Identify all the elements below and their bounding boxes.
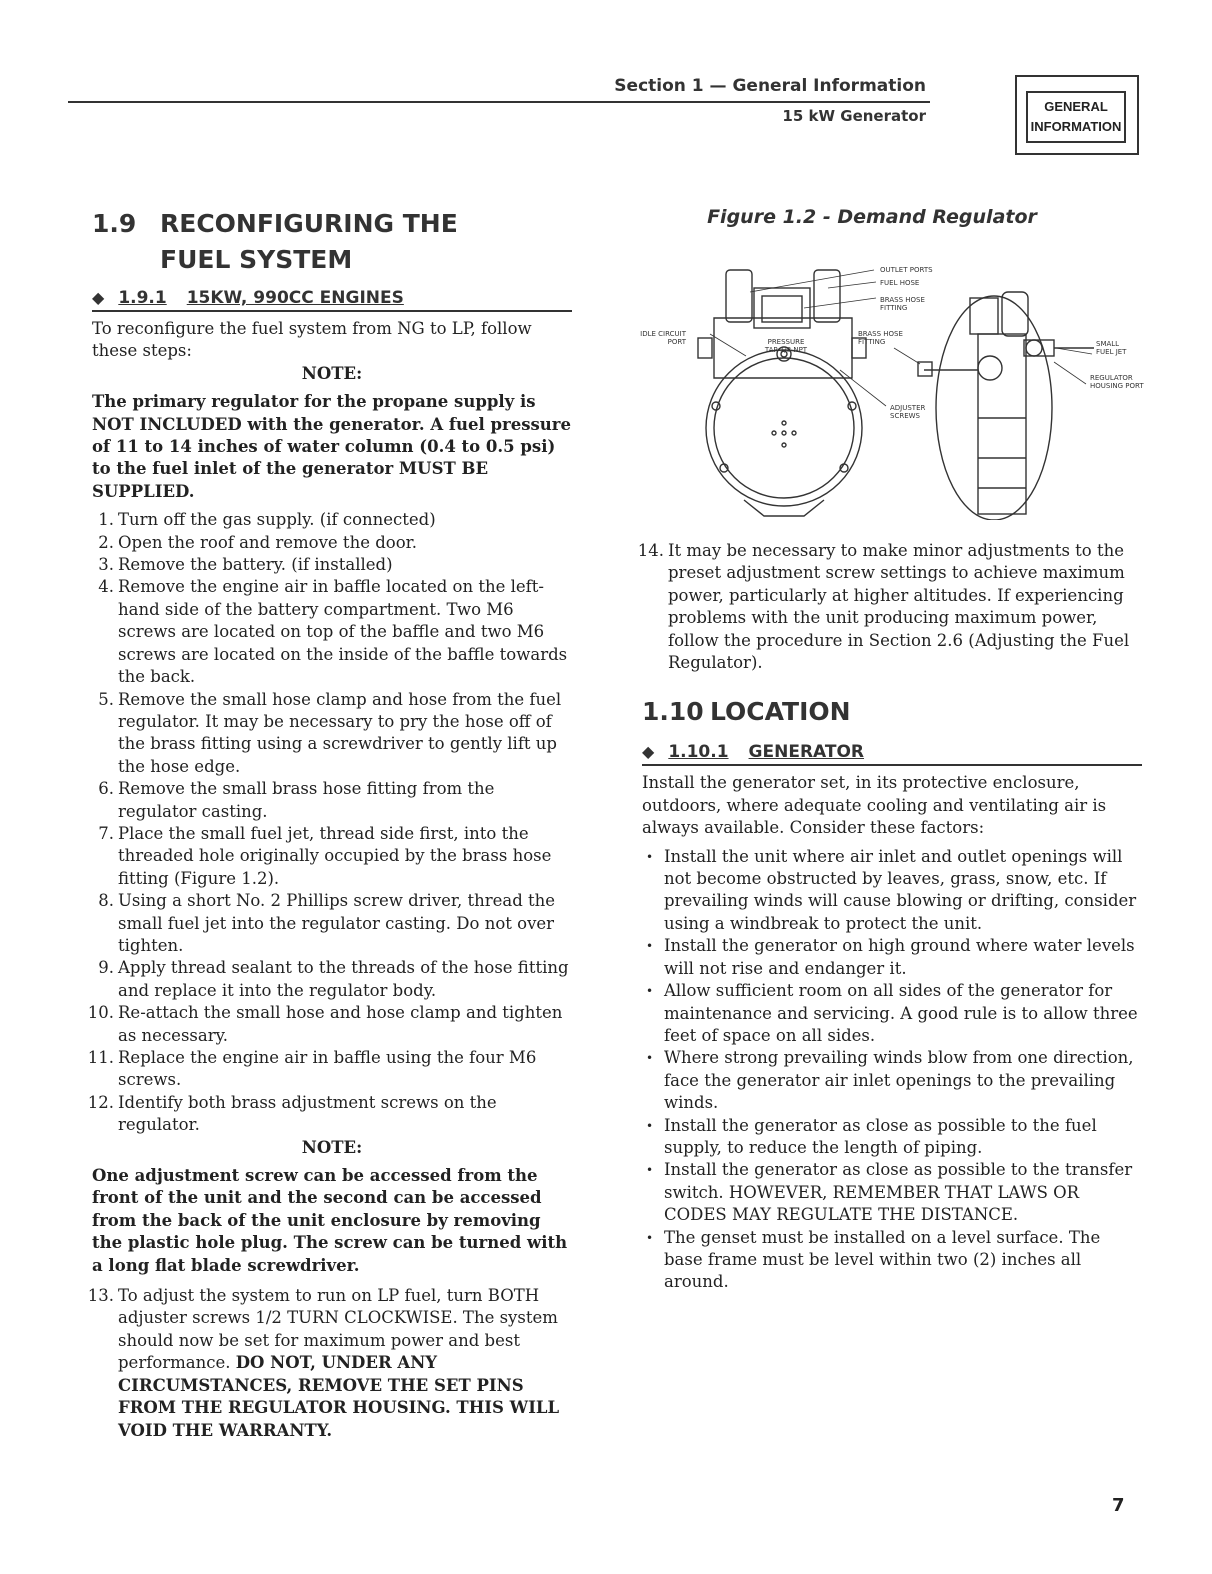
step-text: Open the roof and remove the door. bbox=[118, 532, 417, 552]
list-item: • Allow sufficient room on all sides of the generator for maintenance and servicing. A good rule is to allow three feet of space on all sides. bbox=[642, 980, 1142, 1047]
list-item: • Install the generator as close as possible to the transfer switch. HOWEVER, REMEMBER THAT LAWS OR CODES MAY REGULATE THE DISTANCE. bbox=[642, 1159, 1142, 1226]
subsection-number: 1.10.1 bbox=[668, 742, 729, 763]
list-item bbox=[87, 1002, 572, 1047]
label-adjuster-screws: ADJUSTER SCREWS bbox=[890, 404, 926, 420]
header-rule bbox=[68, 101, 930, 103]
steps-list-14 bbox=[637, 540, 1142, 674]
subsection-title: GENERATOR bbox=[748, 742, 865, 763]
list-item: • Install the generator as close as possible to the fuel supply, to reduce the length of piping. bbox=[642, 1115, 1142, 1160]
step-text: Re-attach the small hose and hose clamp and tighten as necessary. bbox=[118, 1003, 563, 1045]
list-item bbox=[92, 509, 572, 531]
step-number: 7. bbox=[98, 823, 114, 843]
location-intro: Install the generator set, in its protective enclosure, outdoors, where adequate cooling and ventilating air is always available. Consider these factors: bbox=[642, 773, 1107, 838]
list-item bbox=[92, 576, 572, 688]
step-text: Replace the engine air in baffle using the four M6 screws. bbox=[118, 1048, 537, 1090]
label-outlet-ports: OUTLET PORTS bbox=[880, 266, 933, 274]
section-header: Section 1 — General Information bbox=[614, 76, 926, 96]
label-fuel-hose: FUEL HOSE bbox=[880, 279, 920, 287]
label-small-fuel-jet: SMALL FUEL JET bbox=[1096, 340, 1127, 356]
step-text: Identify both brass adjustment screws on the regulator. bbox=[118, 1092, 497, 1135]
label-brass-hose-fitting: BRASS HOSE FITTING bbox=[858, 330, 903, 346]
step-number: 6. bbox=[98, 779, 114, 799]
note-body: The primary regulator for the propane supply is NOT INCLUDED with the generator. A fuel pressure of 11 to 14 inches of water column (0.4 to 0.5 psi) to the fuel inlet of the generator MUST BE SUPPLIED. bbox=[92, 392, 571, 501]
step-text: Remove the small hose clamp and hose from the fuel regulator. It may be necessary to pry the hose off of the brass fitting using a screwdriver to gently lift up the hose edge. bbox=[118, 689, 562, 776]
step-number: 13. bbox=[87, 1286, 114, 1306]
step-text: Remove the engine air in baffle located on the left-hand side of the battery compartment. Two M6 screws are located on top of the baffle and two M6 screws are located on the inside of the baffle towards the back. bbox=[118, 577, 568, 687]
step-number: 5. bbox=[98, 689, 114, 709]
note-title-2: NOTE: bbox=[301, 1137, 363, 1157]
step-number: 12. bbox=[87, 1092, 114, 1112]
list-item: • Install the unit where air inlet and outlet openings will not become obstructed by leaves, grass, snow, etc. If prevailing winds will cause blowing or drifting, consider using a windbreak to protect the unit. bbox=[642, 846, 1142, 936]
heading-number: 1.10 bbox=[642, 697, 704, 727]
right-column-text bbox=[637, 540, 1142, 1294]
general-information-tab bbox=[1015, 75, 1139, 155]
step-number: 2. bbox=[98, 532, 114, 552]
heading-title: LOCATION bbox=[710, 697, 851, 727]
step-number: 1. bbox=[98, 510, 114, 530]
intro-paragraph: To reconfigure the fuel system from NG to LP, follow these steps: bbox=[92, 319, 532, 361]
list-item bbox=[92, 689, 572, 779]
step-text: Remove the small brass hose fitting from the regulator casting. bbox=[118, 779, 495, 821]
list-item bbox=[92, 532, 572, 554]
page-number: 7 bbox=[1112, 1495, 1125, 1516]
note-body-2: One adjustment screw can be accessed from the front of the unit and the second can be accessed from the back of the unit enclosure by removing the plastic hole plug. The screw can be turned with a long flat blade screwdriver. bbox=[92, 1166, 568, 1275]
heading-number: 1.9 bbox=[92, 209, 137, 238]
section-heading-1-10 bbox=[642, 694, 1142, 730]
warning-text: DO NOT, UNDER ANY CIRCUMSTANCES, REMOVE THE SET PINS FROM THE REGULATOR HOUSING. THIS WILL VOID THE WARRANTY. bbox=[118, 1353, 560, 1440]
list-item: • The genset must be installed on a level surface. The base frame must be level within two (2) inches all around. bbox=[642, 1227, 1142, 1294]
demand-regulator-figure bbox=[614, 258, 1154, 520]
section-heading-1-9 bbox=[92, 206, 572, 278]
list-item bbox=[92, 890, 572, 957]
subsection-heading-1-10-1 bbox=[642, 740, 1142, 766]
label-regulator-housing-port: REGULATOR HOUSING PORT bbox=[1090, 374, 1144, 390]
list-item bbox=[92, 957, 572, 1002]
tab-label-line1: GENERAL bbox=[1044, 99, 1108, 114]
note-title: NOTE: bbox=[301, 363, 363, 383]
step-text: It may be necessary to make minor adjustments to the preset adjustment screw settings to achieve maximum power, particularly at higher altitudes. If experiencing problems with the unit producing maximum power, follow the procedure in Section 2.6 (Adjusting the Fuel Regulator). bbox=[668, 541, 1130, 673]
step-number: 9. bbox=[98, 958, 114, 978]
subsection-title: 15KW, 990CC ENGINES bbox=[186, 288, 404, 308]
diamond-icon: ◆ bbox=[92, 288, 105, 307]
header-subtitle: 15 kW Generator bbox=[782, 107, 926, 125]
left-column bbox=[87, 206, 572, 1442]
diamond-icon: ◆ bbox=[642, 742, 655, 762]
heading-line2: FUEL SYSTEM bbox=[160, 245, 353, 274]
step-text: Apply thread sealant to the threads of the hose fitting and replace it into the regulator body. bbox=[118, 958, 569, 1000]
list-item bbox=[92, 823, 572, 890]
subsection-number: 1.9.1 bbox=[118, 288, 167, 308]
right-column bbox=[642, 206, 1142, 228]
label-idle-circuit-port: IDLE CIRCUIT PORT bbox=[640, 330, 686, 346]
step-number: 8. bbox=[98, 891, 114, 911]
location-factors-list bbox=[642, 846, 1142, 1294]
tab-label-line2: INFORMATION bbox=[1030, 119, 1122, 134]
list-item: • Install the generator on high ground where water levels will not rise and endanger it. bbox=[642, 935, 1142, 980]
step-number: 11. bbox=[87, 1048, 114, 1067]
step-text: To adjust the system to run on LP fuel, turn BOTH adjuster screws 1/2 TURN CLOCKWISE. The system should now be set for maximum power and best performance. bbox=[118, 1286, 558, 1373]
label-brass-hose-fitting-top: BRASS HOSE FITTING bbox=[880, 296, 925, 312]
step-text: Place the small fuel jet, thread side first, into the threaded hole originally occupied by the brass hose fitting (Figure 1.2). bbox=[118, 823, 552, 888]
list-item bbox=[87, 1285, 572, 1442]
step-number: 14. bbox=[637, 541, 664, 560]
list-item bbox=[92, 554, 572, 576]
label-pressure-tap: PRESSURE TAP 1/8 NPT bbox=[764, 338, 808, 354]
step-number: 4. bbox=[98, 577, 114, 597]
list-item bbox=[87, 1047, 572, 1092]
figure-title: Figure 1.2 - Demand Regulator bbox=[707, 206, 1037, 228]
step-number: 10. bbox=[87, 1003, 114, 1023]
list-item bbox=[637, 540, 1142, 674]
steps-list-continued bbox=[87, 1285, 572, 1442]
step-text: Remove the battery. (if installed) bbox=[118, 555, 393, 575]
heading-line1: RECONFIGURING THE bbox=[160, 209, 458, 238]
step-number: 3. bbox=[98, 555, 114, 575]
subsection-heading-1-9-1 bbox=[92, 286, 572, 312]
list-item bbox=[92, 778, 572, 823]
steps-list bbox=[87, 509, 572, 1136]
tab-label bbox=[1026, 91, 1126, 143]
list-item bbox=[87, 1092, 572, 1137]
step-text: Turn off the gas supply. (if connected) bbox=[118, 510, 436, 530]
step-text: Using a short No. 2 Phillips screw driver, thread the small fuel jet into the regulator casting. Do not over tighten. bbox=[118, 891, 556, 955]
list-item: • Where strong prevailing winds blow from one direction, face the generator air inlet openings to the prevailing winds. bbox=[642, 1047, 1142, 1114]
